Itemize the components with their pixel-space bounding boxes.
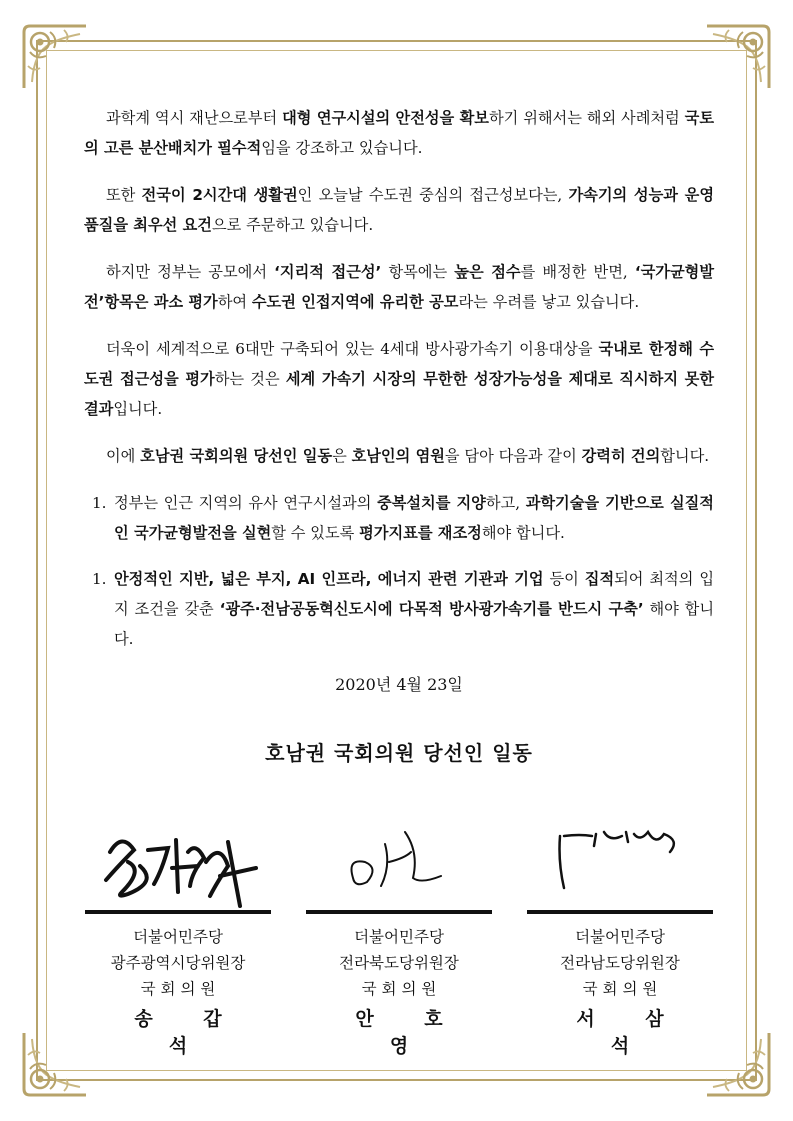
emphasized-text: 안정적인 지반, 넓은 부지, AI 인프라, 에너지 관련 기관과 기업 xyxy=(114,570,544,588)
corner-ornament-icon xyxy=(20,22,90,92)
signatory-role: 전라북도당위원장 xyxy=(339,954,459,972)
signature-block-3 xyxy=(520,822,720,1058)
body-text: 이에 xyxy=(106,447,141,465)
statement-paragraphs xyxy=(84,103,714,471)
body-text: 을 담아 다음과 같이 xyxy=(444,447,582,465)
signatory-title: 국 회 의 원 xyxy=(582,980,658,998)
paragraph xyxy=(84,257,714,317)
signature-block-1 xyxy=(78,822,278,1058)
body-text: 임을 강조하고 있습니다. xyxy=(261,139,423,157)
list-number: 1. xyxy=(92,570,107,588)
emphasized-text: 전국이 2시간대 생활권 xyxy=(141,186,298,204)
signatory-name: 송 갑 석 xyxy=(134,1008,244,1057)
emphasized-text: 가속기의 성능과 운영 품질을 최우선 요건 xyxy=(84,186,714,234)
body-text: 정부는 인근 지역의 유사 연구시설과의 xyxy=(114,494,378,512)
list-item xyxy=(84,488,714,548)
signatory-title: 국 회 의 원 xyxy=(140,980,216,998)
body-text: 되어 최적의 입지 조건을 갖춘 xyxy=(114,570,714,618)
recommendation-list xyxy=(84,488,714,654)
body-text: 라는 우려를 낳고 있습니다. xyxy=(458,293,640,311)
signatory-role: 전라남도당위원장 xyxy=(560,954,680,972)
corner-ornament-icon xyxy=(703,22,773,92)
body-text: 합니다. xyxy=(660,447,710,465)
emphasized-text: 평가지표를 재조정 xyxy=(359,524,482,542)
body-text: 등이 xyxy=(543,570,585,588)
document-body xyxy=(84,103,714,766)
list-item xyxy=(84,564,714,654)
signer-group-title: 호남권 국회의원 당선인 일동 xyxy=(265,741,533,765)
paragraph xyxy=(84,103,714,163)
emphasized-text: 국토의 고른 분산배치가 필수적 xyxy=(84,109,714,157)
emphasized-text: 대형 연구시설의 안전성을 확보 xyxy=(282,109,489,127)
body-text: 해야 합니다. xyxy=(481,524,565,542)
signature-section xyxy=(84,822,714,1057)
body-text: 또한 xyxy=(106,186,142,204)
emphasized-text: 강력히 건의 xyxy=(581,447,661,465)
signature-line xyxy=(527,910,713,914)
body-text: 으로 주문하고 있습니다. xyxy=(211,216,374,234)
body-text: 입니다. xyxy=(113,400,163,418)
emphasized-text: 높은 점수 xyxy=(454,263,521,281)
list-number: 1. xyxy=(92,494,107,512)
emphasized-text: 중복설치를 지양 xyxy=(377,494,486,512)
body-text: 하고, xyxy=(485,494,526,512)
body-text: 과학계 역시 재난으로부터 xyxy=(106,109,283,127)
signatory-title: 국 회 의 원 xyxy=(361,980,437,998)
body-text: 하여 xyxy=(217,293,252,311)
body-text: 를 배정한 반면, xyxy=(520,263,635,281)
handwritten-signature-icon xyxy=(88,822,268,910)
signatory-party: 더불어민주당 xyxy=(575,928,665,946)
signatory-name: 안 호 영 xyxy=(355,1008,465,1057)
body-text: 하지만 정부는 공모에서 xyxy=(106,263,275,281)
emphasized-text: ‘광주·전남공동혁신도시에 다목적 방사광가속기를 반드시 구축’ xyxy=(219,600,644,618)
document-date: 2020년 4월 23일 xyxy=(335,675,463,694)
emphasized-text: 수도권 인접지역에 유리한 공모 xyxy=(251,293,459,311)
handwritten-signature-icon xyxy=(530,822,710,910)
emphasized-text: 호남권 국회의원 당선인 일동 xyxy=(140,447,333,465)
emphasized-text: 세계 가속기 시장의 무한한 성장가능성을 제대로 직시하지 못한 결과 xyxy=(84,370,714,418)
signatory-name: 서 삼 석 xyxy=(576,1008,686,1057)
body-text: 할 수 있도록 xyxy=(271,524,360,542)
emphasized-text: ‘국가균형발전’항목은 과소 평가 xyxy=(84,263,714,311)
emphasized-text: ‘지리적 접근성’ xyxy=(274,263,382,281)
body-text: 인 오늘날 수도권 중심의 접근성보다는, xyxy=(297,186,569,204)
paragraph xyxy=(84,334,714,424)
emphasized-text: 호남인의 염원 xyxy=(351,447,445,465)
body-text: 은 xyxy=(332,447,352,465)
body-text: 더욱이 세계적으로 6대만 구축되어 있는 4세대 방사광가속기 이용대상을 xyxy=(106,340,599,358)
signatory-party: 더불어민주당 xyxy=(354,928,444,946)
body-text: 하기 위해서는 해외 사례처럼 xyxy=(488,109,685,127)
paragraph xyxy=(84,180,714,240)
signatory-role: 광주광역시당위원장 xyxy=(110,954,246,972)
signature-line xyxy=(85,910,271,914)
handwritten-signature-icon xyxy=(309,822,489,910)
signatory-party: 더불어민주당 xyxy=(133,928,223,946)
emphasized-text: 과학기술을 기반으로 실질적인 국가균형발전을 실현 xyxy=(114,494,714,542)
emphasized-text: 국내로 한정해 수도권 접근성을 평가 xyxy=(84,340,714,388)
body-text: 해야 합니다. xyxy=(114,600,714,648)
signature-block-2 xyxy=(299,822,499,1058)
signature-line xyxy=(306,910,492,914)
paragraph xyxy=(84,441,714,471)
emphasized-text: 집적 xyxy=(584,570,615,588)
body-text: 항목에는 xyxy=(381,263,455,281)
body-text: 하는 것은 xyxy=(214,370,286,388)
